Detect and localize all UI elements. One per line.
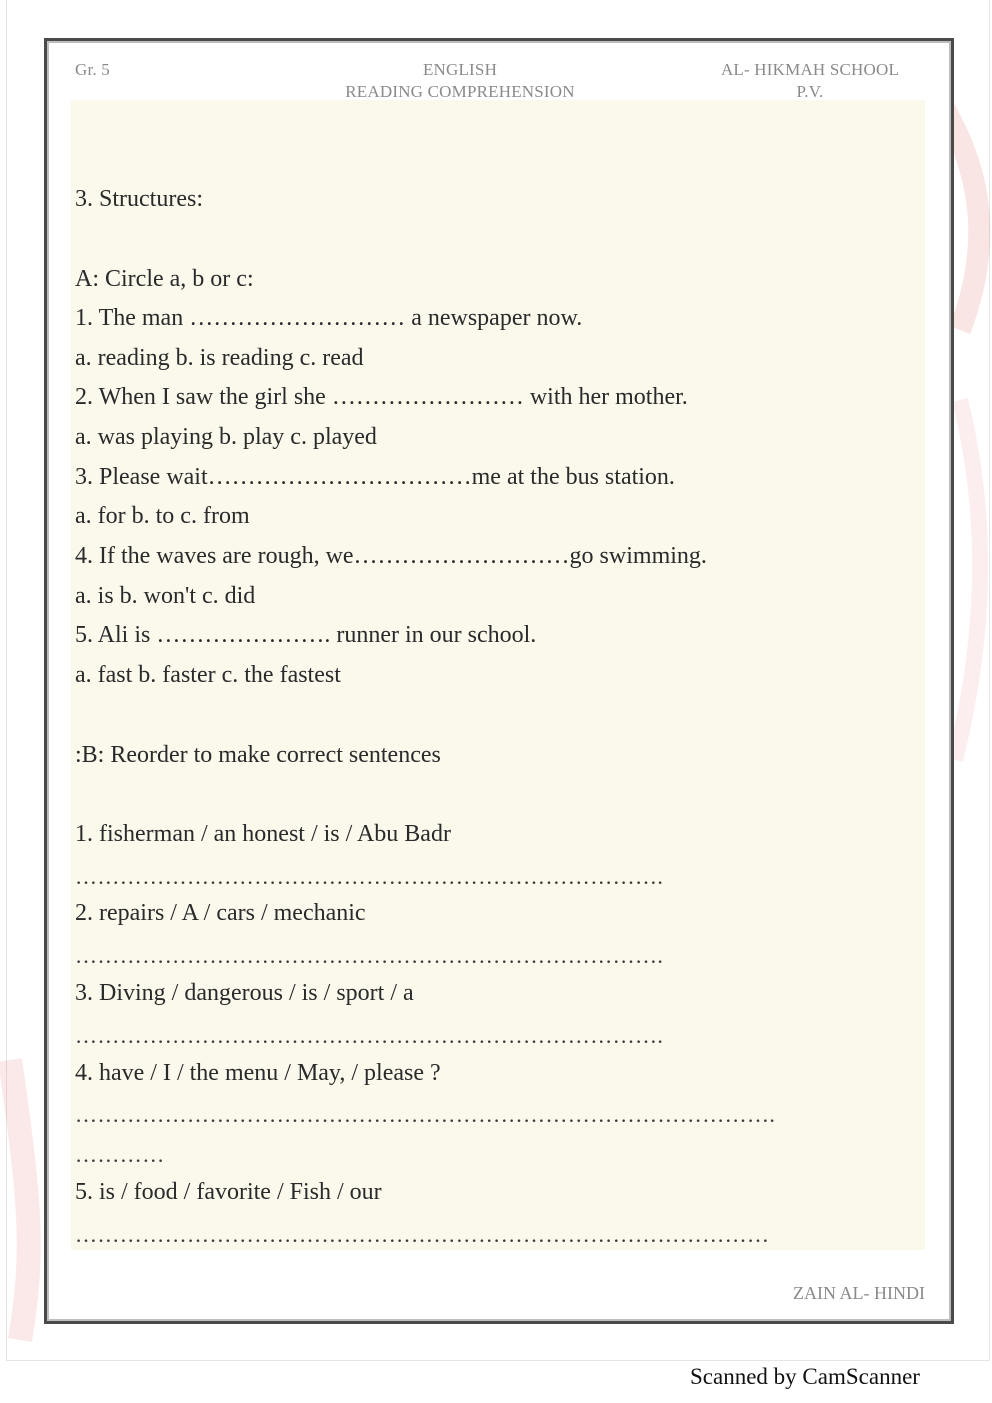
reorder-item-2: 2. repairs / A / cars / mechanic [75, 900, 366, 926]
question-2-options: a. was playing b. play c. played [75, 424, 377, 450]
answer-line-5: ………………………………………………………………………………… [75, 1222, 770, 1247]
answer-line-3: ……………………………………………………………………. [75, 1023, 664, 1048]
answer-line-2: ……………………………………………………………………. [75, 943, 664, 968]
question-4: 4. If the waves are rough, we………………………go swimming. [75, 543, 707, 569]
reorder-item-5: 5. is / food / favorite / Fish / our [75, 1179, 382, 1205]
section-title: 3. Structures: [75, 186, 203, 212]
subject-subtitle: READING COMPREHENSION [345, 82, 575, 101]
question-2: 2. When I saw the girl she …………………… with her mother. [75, 384, 688, 410]
question-1: 1. The man ……………………… a newspaper now. [75, 305, 583, 331]
question-5: 5. Ali is …………………. runner in our school. [75, 622, 537, 648]
scanner-credit: Scanned by CamScanner [690, 1364, 920, 1389]
subject-title: ENGLISH [422, 60, 498, 79]
question-4-options: a. is b. won't c. did [75, 583, 256, 609]
subject-header [330, 59, 590, 103]
reorder-item-1: 1. fisherman / an honest / is / Abu Badr [75, 821, 451, 847]
part-b-instruction: :B: Reorder to make correct sentences [75, 742, 441, 768]
answer-line-4-continued: ………… [75, 1142, 165, 1167]
part-a-instruction: A: Circle a, b or c: [75, 266, 254, 292]
school-name: AL- HIKMAH SCHOOL [720, 60, 900, 79]
question-1-options: a. reading b. is reading c. read [75, 345, 364, 371]
reorder-item-3: 3. Diving / dangerous / is / sport / a [75, 980, 414, 1006]
answer-line-4: …………………………………………………………………………………. [75, 1102, 776, 1127]
reorder-item-4: 4. have / I / the menu / May, / please ? [75, 1060, 441, 1086]
question-3-options: a. for b. to c. from [75, 503, 250, 529]
school-sub: P.V. [796, 82, 824, 101]
author-name: ZAIN AL- HINDI [793, 1283, 925, 1303]
question-3: 3. Please wait……………………………me at the bus station. [75, 464, 675, 490]
question-5-options: a. fast b. faster c. the fastest [75, 662, 341, 688]
school-header [690, 59, 930, 103]
grade-label: Gr. 5 [75, 60, 110, 79]
answer-line-1: ……………………………………………………………………. [75, 864, 664, 889]
